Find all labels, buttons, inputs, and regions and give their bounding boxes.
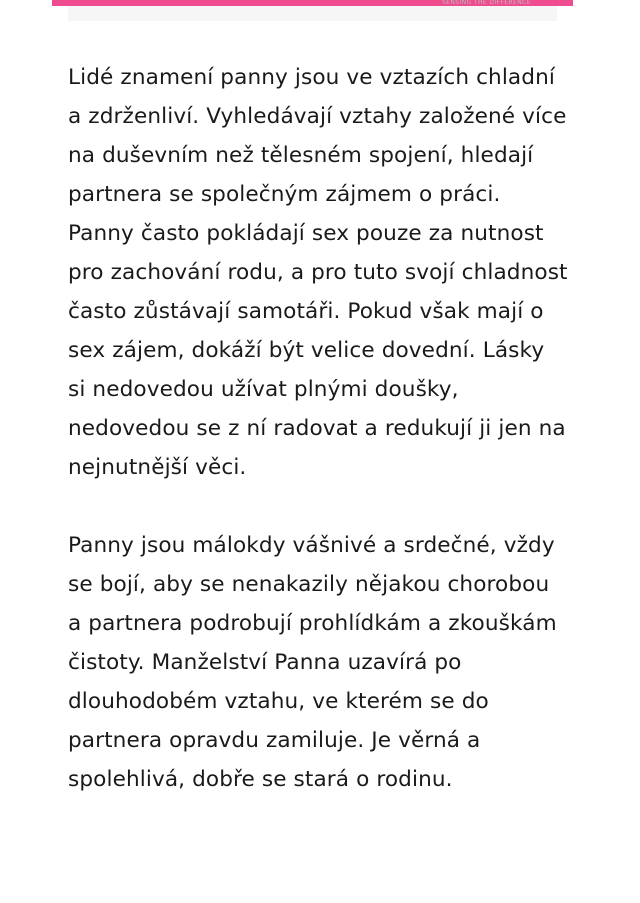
article-paragraph-2: Panny jsou málokdy vášnivé a srdečné, vždy se bojí, aby se nenakazily nějakou chorobou a partnera podrobují prohlídkám a zkouškám čistoty. Manželství Panna uzavírá po dlouhodobém vztahu, ve kterém se do partnera opravdu zamiluje. Je věrná a spolehlivá, dobře se stará o rodinu. — [68, 533, 557, 792]
ad-tagline: SENSING THE DIFFERENCE — [442, 0, 531, 6]
article-body — [68, 58, 568, 799]
article-paragraph-1: Lidé znamení panny jsou ve vztazích chladní a zdrženliví. Vyhledávají vztahy založené více na duševním než tělesném spojení, hledají partnera se společným zájmem o práci. Panny často pokládají sex pouze za nutnost pro zachování rodu, a pro tuto svojí chladnost často zůstávají samotáři. Pokud však mají o sex zájem, dokáží být velice dovední. Lásky si nedovedou užívat plnými doušky, nedovedou se z ní radovat a redukují ji jen na nejnutnější věci. — [68, 65, 568, 480]
